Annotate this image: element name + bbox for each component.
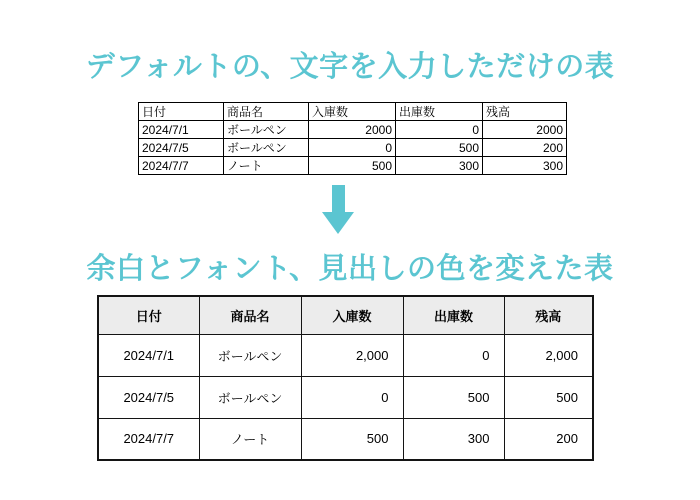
default-header-date: 日付 [139, 103, 224, 121]
default-table-title: デフォルトの、文字を入力しただけの表 [85, 51, 615, 83]
cell-date: 2024/7/5 [98, 376, 199, 418]
default-header-inbound: 入庫数 [309, 103, 396, 121]
table-row [98, 334, 593, 376]
table-row [139, 157, 567, 175]
cell-date: 2024/7/1 [139, 121, 224, 139]
cell-product: ノート [224, 157, 309, 175]
styled-header-balance: 残高 [504, 296, 593, 334]
cell-product: ノート [199, 418, 301, 460]
styled-table-title: 余白とフォント、見出しの色を変えた表 [86, 253, 614, 285]
table-row [139, 121, 567, 139]
cell-inbound: 2000 [309, 121, 396, 139]
cell-date: 2024/7/7 [98, 418, 199, 460]
styled-table [97, 295, 594, 461]
cell-inbound: 0 [301, 376, 403, 418]
cell-inbound: 2,000 [301, 334, 403, 376]
cell-balance: 300 [483, 157, 567, 175]
cell-date: 2024/7/7 [139, 157, 224, 175]
cell-balance: 200 [504, 418, 593, 460]
default-header-product: 商品名 [224, 103, 309, 121]
cell-date: 2024/7/1 [98, 334, 199, 376]
cell-product: ボールペン [199, 334, 301, 376]
table-row [98, 376, 593, 418]
cell-product: ボールペン [224, 139, 309, 157]
cell-date: 2024/7/5 [139, 139, 224, 157]
cell-balance: 2000 [483, 121, 567, 139]
cell-outbound: 300 [396, 157, 483, 175]
down-arrow-stem [332, 185, 345, 212]
styled-header-date: 日付 [98, 296, 199, 334]
cell-balance: 2,000 [504, 334, 593, 376]
styled-header-outbound: 出庫数 [403, 296, 504, 334]
default-table [138, 102, 567, 175]
cell-outbound: 0 [396, 121, 483, 139]
default-table-header-row [139, 103, 567, 121]
styled-table-header-row [98, 296, 593, 334]
table-row [98, 418, 593, 460]
cell-inbound: 0 [309, 139, 396, 157]
cell-outbound: 500 [396, 139, 483, 157]
styled-header-product: 商品名 [199, 296, 301, 334]
styled-header-inbound: 入庫数 [301, 296, 403, 334]
table-row [139, 139, 567, 157]
cell-product: ボールペン [199, 376, 301, 418]
cell-outbound: 0 [403, 334, 504, 376]
cell-outbound: 500 [403, 376, 504, 418]
cell-outbound: 300 [403, 418, 504, 460]
cell-balance: 200 [483, 139, 567, 157]
down-arrow-icon [322, 185, 354, 234]
cell-balance: 500 [504, 376, 593, 418]
down-arrow-head [322, 212, 354, 234]
cell-inbound: 500 [309, 157, 396, 175]
cell-product: ボールペン [224, 121, 309, 139]
cell-inbound: 500 [301, 418, 403, 460]
default-header-outbound: 出庫数 [396, 103, 483, 121]
default-header-balance: 残高 [483, 103, 567, 121]
